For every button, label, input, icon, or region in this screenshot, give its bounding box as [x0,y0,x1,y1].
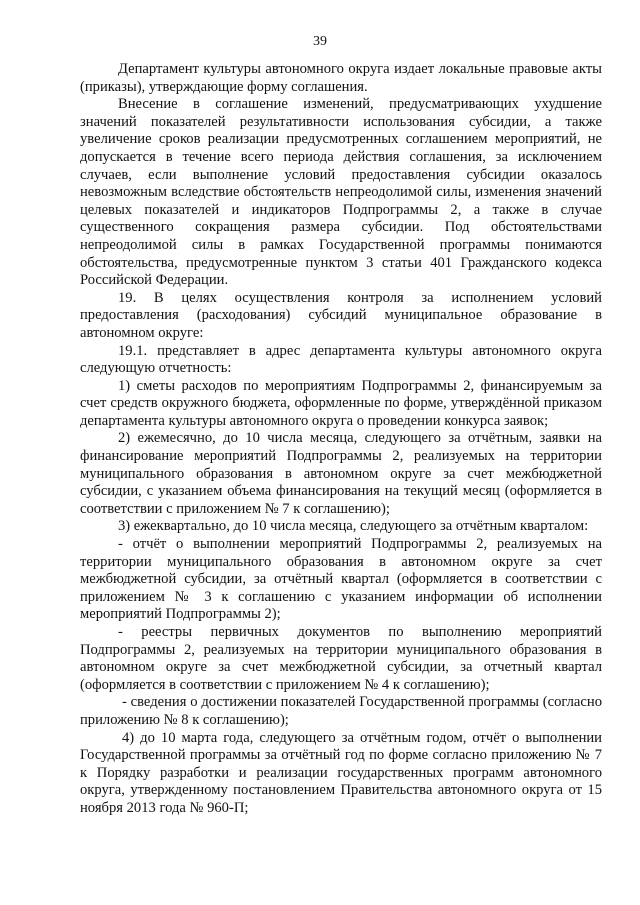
paragraph-subitem-2: 2) ежемесячно, до 10 числа месяца, следующего за отчётным, заявки на финансирование мероприятий Подпрограммы 2, реализуемых на территории муниципального образования в автономном округе за счет межбюджетной субсидии, с указанием объема финансирования на текущий месяц (оформляется в соответствии с приложением № 7 к соглашению); [80,430,602,517]
paragraph-subitem-4: 4) до 10 марта года, следующего за отчётным годом, отчёт о выполнении Государственной программы за отчётный год по форме согласно приложению № 7 к Порядку разработки и реализации государственных программ автономного округа, утвержденному постановлением Правительства автономного округа от 15 ноября 2013 года № 960-П; [80,729,602,816]
paragraph-subitem-3: 3) ежеквартально, до 10 числа месяца, следующего за отчётным кварталом: [118,518,589,535]
paragraph-subitem-1: 1) сметы расходов по мероприятиям Подпрограммы 2, финансируемым за счет средств окружного бюджета, оформленные по форме, утверждённой приказом департамента культуры автономного округа о проведении конкурса заявок; [80,377,602,429]
paragraph-bullet-registers: - реестры первичных документов по выполнению мероприятий Подпрограммы 2, реализуемых на территории муниципального образования в автономном округе за счет межбюджетной субсидии, за отчетный квартал (оформляется в соответствии с приложением № 4 к соглашению); [80,624,602,693]
page-number: 39 [313,34,327,49]
paragraph-local-acts: Департамент культуры автономного округа издает локальные правовые акты (приказы), утверждающие форму соглашения. [80,61,602,95]
paragraph-bullet-indicators: - сведения о достижении показателей Государственной программы (согласно приложению № 8 к соглашению); [80,694,602,728]
document-body [80,61,602,818]
paragraph-item-19: 19. В целях осуществления контроля за исполнением условий предоставления (расходования) субсидий муниципальное образование в автономном округе: [80,289,602,341]
paragraph-item-19-1: 19.1. представляет в адрес департамента культуры автономного округа следующую отчетность: [80,342,602,377]
paragraph-agreement-changes: Внесение в соглашение изменений, предусматривающих ухудшение значений показателей результативности использования субсидии, а также увеличение сроков реализации предусмотренных соглашением мероприятий, не допускается в течение всего периода действия соглашения, за исключением случаев, если выполнение условий предоставления субсидии оказалось невозможным вследствие обстоятельств непреодолимой силы, изменения значений целевых показателей и индикаторов Подпрограммы 2, а также в случае существенного сокращения размера субсидии. Под обстоятельствами непреодолимой силы в рамках Государственной программы понимаются обстоятельства, предусмотренные пунктом 3 статьи 401 Гражданского кодекса Российской Федерации. [80,96,602,289]
paragraph-bullet-report: - отчёт о выполнении мероприятий Подпрограммы 2, реализуемых на территории муниципального образования в автономном округе за счет межбюджетной субсидии, за отчётный квартал (оформляется в соответствии с приложением № 3 к соглашению с указанием информации об исполнении мероприятий Подпрограммы 2); [80,536,602,623]
